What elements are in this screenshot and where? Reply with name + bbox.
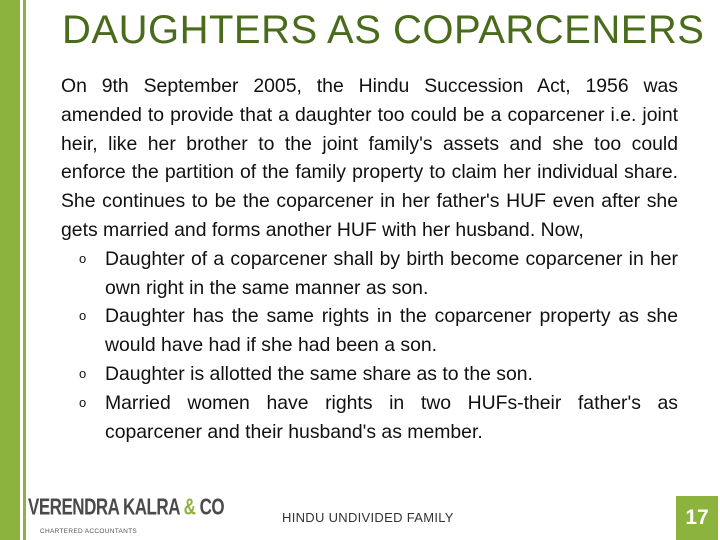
page-number-badge — [676, 496, 718, 540]
bullet-icon: o — [79, 308, 87, 324]
list-item — [61, 389, 678, 447]
bullet-text: Married women have rights in two HUFs-their father's as coparcener and their husband's as member. — [105, 391, 678, 443]
left-accent-line — [23, 0, 26, 540]
slide-title: DAUGHTERS AS COPARCENERS — [62, 8, 705, 52]
bullet-text: Daughter of a coparcener shall by birth become coparcener in her own right in the same manner as son. — [105, 247, 678, 299]
firm-logo — [28, 494, 225, 536]
footer-title: HINDU UNDIVIDED FAMILY — [282, 510, 454, 525]
logo-name: VERENDRA KALRA — [28, 494, 180, 520]
bullet-icon: o — [79, 365, 87, 381]
page-number: 17 — [685, 506, 709, 529]
bullet-icon: o — [79, 250, 87, 266]
intro-paragraph: On 9th September 2005, the Hindu Succession Act, 1956 was amended to provide that a daughter too could be a coparcener i.e. joint heir, like her brother to the joint family's assets and she too could enforce the partition of the family property to claim her individual share. She continues to be the coparcener in her father's HUF even after she gets married and forms another HUF with her husband. Now, — [61, 75, 678, 241]
list-item — [61, 360, 678, 389]
logo-wordmark — [28, 494, 225, 521]
bullet-text: Daughter has the same rights in the coparcener property as she would have had if she had been a son. — [105, 305, 678, 357]
left-accent-bar — [0, 0, 20, 540]
logo-tagline: CHARTERED ACCOUNTANTS — [40, 528, 138, 535]
list-item — [61, 245, 678, 303]
slide-body — [61, 72, 678, 446]
logo-ampersand: & — [183, 494, 196, 520]
list-item — [61, 302, 678, 360]
logo-co: CO — [199, 494, 225, 520]
bullet-icon: o — [79, 394, 87, 410]
bullet-list — [61, 245, 678, 447]
bullet-text: Daughter is allotted the same share as to the son. — [105, 362, 533, 385]
